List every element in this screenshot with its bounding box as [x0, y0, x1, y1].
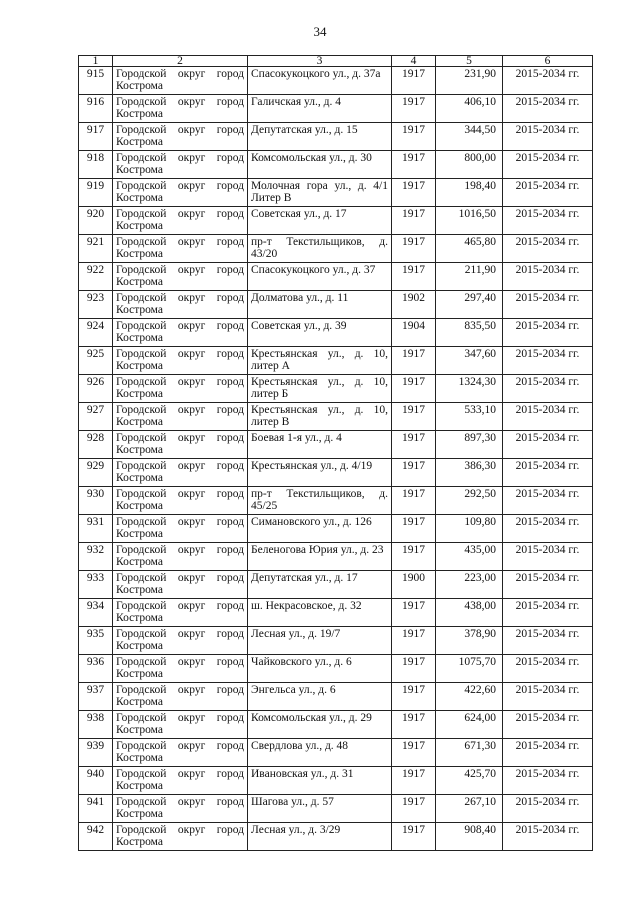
- period-cell: 2015-2034 гг.: [503, 795, 593, 823]
- year-cell: 1917: [392, 431, 436, 459]
- address-cell: Комсомольская ул., д. 30: [248, 151, 392, 179]
- table-row: [79, 67, 593, 95]
- table-row: [79, 151, 593, 179]
- table-row: [79, 571, 593, 599]
- address-cell: Депутатская ул., д. 17: [248, 571, 392, 599]
- district-cell: Городской округ город Кострома: [113, 291, 248, 319]
- address-cell: Спасокукоцкого ул., д. 37а: [248, 67, 392, 95]
- table-row: [79, 431, 593, 459]
- table-body: [79, 67, 593, 851]
- table-row: [79, 375, 593, 403]
- year-cell: 1902: [392, 291, 436, 319]
- address-cell: Боевая 1-я ул., д. 4: [248, 431, 392, 459]
- table-row: [79, 487, 593, 515]
- address-cell: Советская ул., д. 17: [248, 207, 392, 235]
- area-cell: 386,30: [436, 459, 503, 487]
- table-row: [79, 319, 593, 347]
- table-row: [79, 459, 593, 487]
- district-cell: Городской округ город Кострома: [113, 767, 248, 795]
- column-number-row: [79, 56, 593, 67]
- column-header: 4: [392, 56, 436, 67]
- address-cell: Симановского ул., д. 126: [248, 515, 392, 543]
- period-cell: 2015-2034 гг.: [503, 207, 593, 235]
- address-cell: Крестьянская ул., д. 10, литер Б: [248, 375, 392, 403]
- period-cell: 2015-2034 гг.: [503, 711, 593, 739]
- table-row: [79, 823, 593, 851]
- row-number-cell: 920: [79, 207, 113, 235]
- district-cell: Городской округ город Кострома: [113, 179, 248, 207]
- row-number-cell: 915: [79, 67, 113, 95]
- address-cell: Молочная гора ул., д. 4/1 Литер В: [248, 179, 392, 207]
- row-number-cell: 919: [79, 179, 113, 207]
- year-cell: 1917: [392, 207, 436, 235]
- district-cell: Городской округ город Кострома: [113, 207, 248, 235]
- year-cell: 1917: [392, 263, 436, 291]
- table-row: [79, 235, 593, 263]
- table-row: [79, 95, 593, 123]
- period-cell: 2015-2034 гг.: [503, 459, 593, 487]
- year-cell: 1900: [392, 571, 436, 599]
- address-cell: пр-т Текстильщиков, д. 45/25: [248, 487, 392, 515]
- address-cell: Свердлова ул., д. 48: [248, 739, 392, 767]
- area-cell: 109,80: [436, 515, 503, 543]
- row-number-cell: 937: [79, 683, 113, 711]
- year-cell: 1917: [392, 683, 436, 711]
- period-cell: 2015-2034 гг.: [503, 767, 593, 795]
- district-cell: Городской округ город Кострома: [113, 571, 248, 599]
- area-cell: 406,10: [436, 95, 503, 123]
- year-cell: 1917: [392, 823, 436, 851]
- period-cell: 2015-2034 гг.: [503, 655, 593, 683]
- area-cell: 1075,70: [436, 655, 503, 683]
- year-cell: 1917: [392, 235, 436, 263]
- row-number-cell: 921: [79, 235, 113, 263]
- district-cell: Городской округ город Кострома: [113, 459, 248, 487]
- address-cell: Лесная ул., д. 19/7: [248, 627, 392, 655]
- year-cell: 1917: [392, 627, 436, 655]
- district-cell: Городской округ город Кострома: [113, 655, 248, 683]
- column-header: 5: [436, 56, 503, 67]
- period-cell: 2015-2034 гг.: [503, 599, 593, 627]
- address-cell: Депутатская ул., д. 15: [248, 123, 392, 151]
- address-cell: Беленогова Юрия ул., д. 23: [248, 543, 392, 571]
- column-header: 1: [79, 56, 113, 67]
- period-cell: 2015-2034 гг.: [503, 291, 593, 319]
- year-cell: 1917: [392, 515, 436, 543]
- column-header: 3: [248, 56, 392, 67]
- district-cell: Городской округ город Кострома: [113, 683, 248, 711]
- district-cell: Городской округ город Кострома: [113, 431, 248, 459]
- year-cell: 1917: [392, 151, 436, 179]
- period-cell: 2015-2034 гг.: [503, 319, 593, 347]
- period-cell: 2015-2034 гг.: [503, 403, 593, 431]
- table-row: [79, 263, 593, 291]
- district-cell: Городской округ город Кострома: [113, 823, 248, 851]
- area-cell: 292,50: [436, 487, 503, 515]
- table-row: [79, 683, 593, 711]
- table-row: [79, 347, 593, 375]
- district-cell: Городской округ город Кострома: [113, 487, 248, 515]
- area-cell: 422,60: [436, 683, 503, 711]
- district-cell: Городской округ город Кострома: [113, 151, 248, 179]
- table-row: [79, 627, 593, 655]
- area-cell: 438,00: [436, 599, 503, 627]
- period-cell: 2015-2034 гг.: [503, 235, 593, 263]
- year-cell: 1917: [392, 487, 436, 515]
- period-cell: 2015-2034 гг.: [503, 515, 593, 543]
- address-cell: Крестьянская ул., д. 10, литер В: [248, 403, 392, 431]
- period-cell: 2015-2034 гг.: [503, 263, 593, 291]
- year-cell: 1917: [392, 459, 436, 487]
- year-cell: 1917: [392, 123, 436, 151]
- address-cell: Крестьянская ул., д. 10, литер А: [248, 347, 392, 375]
- row-number-cell: 922: [79, 263, 113, 291]
- period-cell: 2015-2034 гг.: [503, 571, 593, 599]
- year-cell: 1917: [392, 655, 436, 683]
- district-cell: Городской округ город Кострома: [113, 711, 248, 739]
- area-cell: 465,80: [436, 235, 503, 263]
- period-cell: 2015-2034 гг.: [503, 739, 593, 767]
- row-number-cell: 930: [79, 487, 113, 515]
- row-number-cell: 917: [79, 123, 113, 151]
- area-cell: 624,00: [436, 711, 503, 739]
- period-cell: 2015-2034 гг.: [503, 123, 593, 151]
- address-cell: Лесная ул., д. 3/29: [248, 823, 392, 851]
- address-cell: Энгельса ул., д. 6: [248, 683, 392, 711]
- row-number-cell: 936: [79, 655, 113, 683]
- row-number-cell: 923: [79, 291, 113, 319]
- year-cell: 1917: [392, 711, 436, 739]
- district-cell: Городской округ город Кострома: [113, 739, 248, 767]
- row-number-cell: 926: [79, 375, 113, 403]
- area-cell: 835,50: [436, 319, 503, 347]
- table-row: [79, 739, 593, 767]
- area-cell: 1016,50: [436, 207, 503, 235]
- row-number-cell: 927: [79, 403, 113, 431]
- area-cell: 435,00: [436, 543, 503, 571]
- area-cell: 425,70: [436, 767, 503, 795]
- area-cell: 344,50: [436, 123, 503, 151]
- period-cell: 2015-2034 гг.: [503, 179, 593, 207]
- year-cell: 1917: [392, 403, 436, 431]
- address-cell: пр-т Текстильщиков, д. 43/20: [248, 235, 392, 263]
- year-cell: 1917: [392, 739, 436, 767]
- district-cell: Городской округ город Кострома: [113, 515, 248, 543]
- year-cell: 1917: [392, 95, 436, 123]
- row-number-cell: 933: [79, 571, 113, 599]
- row-number-cell: 931: [79, 515, 113, 543]
- row-number-cell: 916: [79, 95, 113, 123]
- district-cell: Городской округ город Кострома: [113, 123, 248, 151]
- table-row: [79, 711, 593, 739]
- table-row: [79, 795, 593, 823]
- row-number-cell: 942: [79, 823, 113, 851]
- address-cell: Спасокукоцкого ул., д. 37: [248, 263, 392, 291]
- district-cell: Городской округ город Кострома: [113, 319, 248, 347]
- table-row: [79, 543, 593, 571]
- period-cell: 2015-2034 гг.: [503, 487, 593, 515]
- address-cell: ш. Некрасовское, д. 32: [248, 599, 392, 627]
- row-number-cell: 928: [79, 431, 113, 459]
- year-cell: 1917: [392, 795, 436, 823]
- page-number: 34: [313, 24, 327, 39]
- housing-register-table: [78, 55, 593, 851]
- table-row: [79, 515, 593, 543]
- table-row: [79, 655, 593, 683]
- address-cell: Крестьянская ул., д. 4/19: [248, 459, 392, 487]
- table-row: [79, 291, 593, 319]
- row-number-cell: 940: [79, 767, 113, 795]
- row-number-cell: 939: [79, 739, 113, 767]
- area-cell: 378,90: [436, 627, 503, 655]
- district-cell: Городской округ город Кострома: [113, 235, 248, 263]
- period-cell: 2015-2034 гг.: [503, 683, 593, 711]
- area-cell: 800,00: [436, 151, 503, 179]
- district-cell: Городской округ город Кострома: [113, 627, 248, 655]
- year-cell: 1904: [392, 319, 436, 347]
- address-cell: Комсомольская ул., д. 29: [248, 711, 392, 739]
- district-cell: Городской округ город Кострома: [113, 67, 248, 95]
- district-cell: Городской округ город Кострома: [113, 403, 248, 431]
- row-number-cell: 924: [79, 319, 113, 347]
- row-number-cell: 929: [79, 459, 113, 487]
- area-cell: 297,40: [436, 291, 503, 319]
- year-cell: 1917: [392, 179, 436, 207]
- period-cell: 2015-2034 гг.: [503, 823, 593, 851]
- area-cell: 347,60: [436, 347, 503, 375]
- district-cell: Городской округ город Кострома: [113, 375, 248, 403]
- year-cell: 1917: [392, 67, 436, 95]
- address-cell: Чайковского ул., д. 6: [248, 655, 392, 683]
- address-cell: Советская ул., д. 39: [248, 319, 392, 347]
- year-cell: 1917: [392, 767, 436, 795]
- period-cell: 2015-2034 гг.: [503, 431, 593, 459]
- address-cell: Галичская ул., д. 4: [248, 95, 392, 123]
- table-row: [79, 767, 593, 795]
- district-cell: Городской округ город Кострома: [113, 795, 248, 823]
- area-cell: 223,00: [436, 571, 503, 599]
- area-cell: 231,90: [436, 67, 503, 95]
- year-cell: 1917: [392, 347, 436, 375]
- period-cell: 2015-2034 гг.: [503, 627, 593, 655]
- period-cell: 2015-2034 гг.: [503, 151, 593, 179]
- period-cell: 2015-2034 гг.: [503, 375, 593, 403]
- year-cell: 1917: [392, 599, 436, 627]
- period-cell: 2015-2034 гг.: [503, 95, 593, 123]
- area-cell: 533,10: [436, 403, 503, 431]
- column-header: 2: [113, 56, 248, 67]
- area-cell: 267,10: [436, 795, 503, 823]
- row-number-cell: 934: [79, 599, 113, 627]
- district-cell: Городской округ город Кострома: [113, 543, 248, 571]
- area-cell: 211,90: [436, 263, 503, 291]
- row-number-cell: 918: [79, 151, 113, 179]
- area-cell: 1324,30: [436, 375, 503, 403]
- row-number-cell: 941: [79, 795, 113, 823]
- address-cell: Ивановская ул., д. 31: [248, 767, 392, 795]
- table-row: [79, 179, 593, 207]
- year-cell: 1917: [392, 543, 436, 571]
- row-number-cell: 935: [79, 627, 113, 655]
- row-number-cell: 932: [79, 543, 113, 571]
- address-cell: Долматова ул., д. 11: [248, 291, 392, 319]
- table-row: [79, 123, 593, 151]
- district-cell: Городской округ город Кострома: [113, 95, 248, 123]
- area-cell: 897,30: [436, 431, 503, 459]
- district-cell: Городской округ город Кострома: [113, 263, 248, 291]
- district-cell: Городской округ город Кострома: [113, 599, 248, 627]
- period-cell: 2015-2034 гг.: [503, 347, 593, 375]
- area-cell: 908,40: [436, 823, 503, 851]
- row-number-cell: 925: [79, 347, 113, 375]
- column-header: 6: [503, 56, 593, 67]
- period-cell: 2015-2034 гг.: [503, 67, 593, 95]
- district-cell: Городской округ город Кострома: [113, 347, 248, 375]
- table-row: [79, 403, 593, 431]
- address-cell: Шагова ул., д. 57: [248, 795, 392, 823]
- period-cell: 2015-2034 гг.: [503, 543, 593, 571]
- row-number-cell: 938: [79, 711, 113, 739]
- table-row: [79, 599, 593, 627]
- table-row: [79, 207, 593, 235]
- area-cell: 671,30: [436, 739, 503, 767]
- area-cell: 198,40: [436, 179, 503, 207]
- year-cell: 1917: [392, 375, 436, 403]
